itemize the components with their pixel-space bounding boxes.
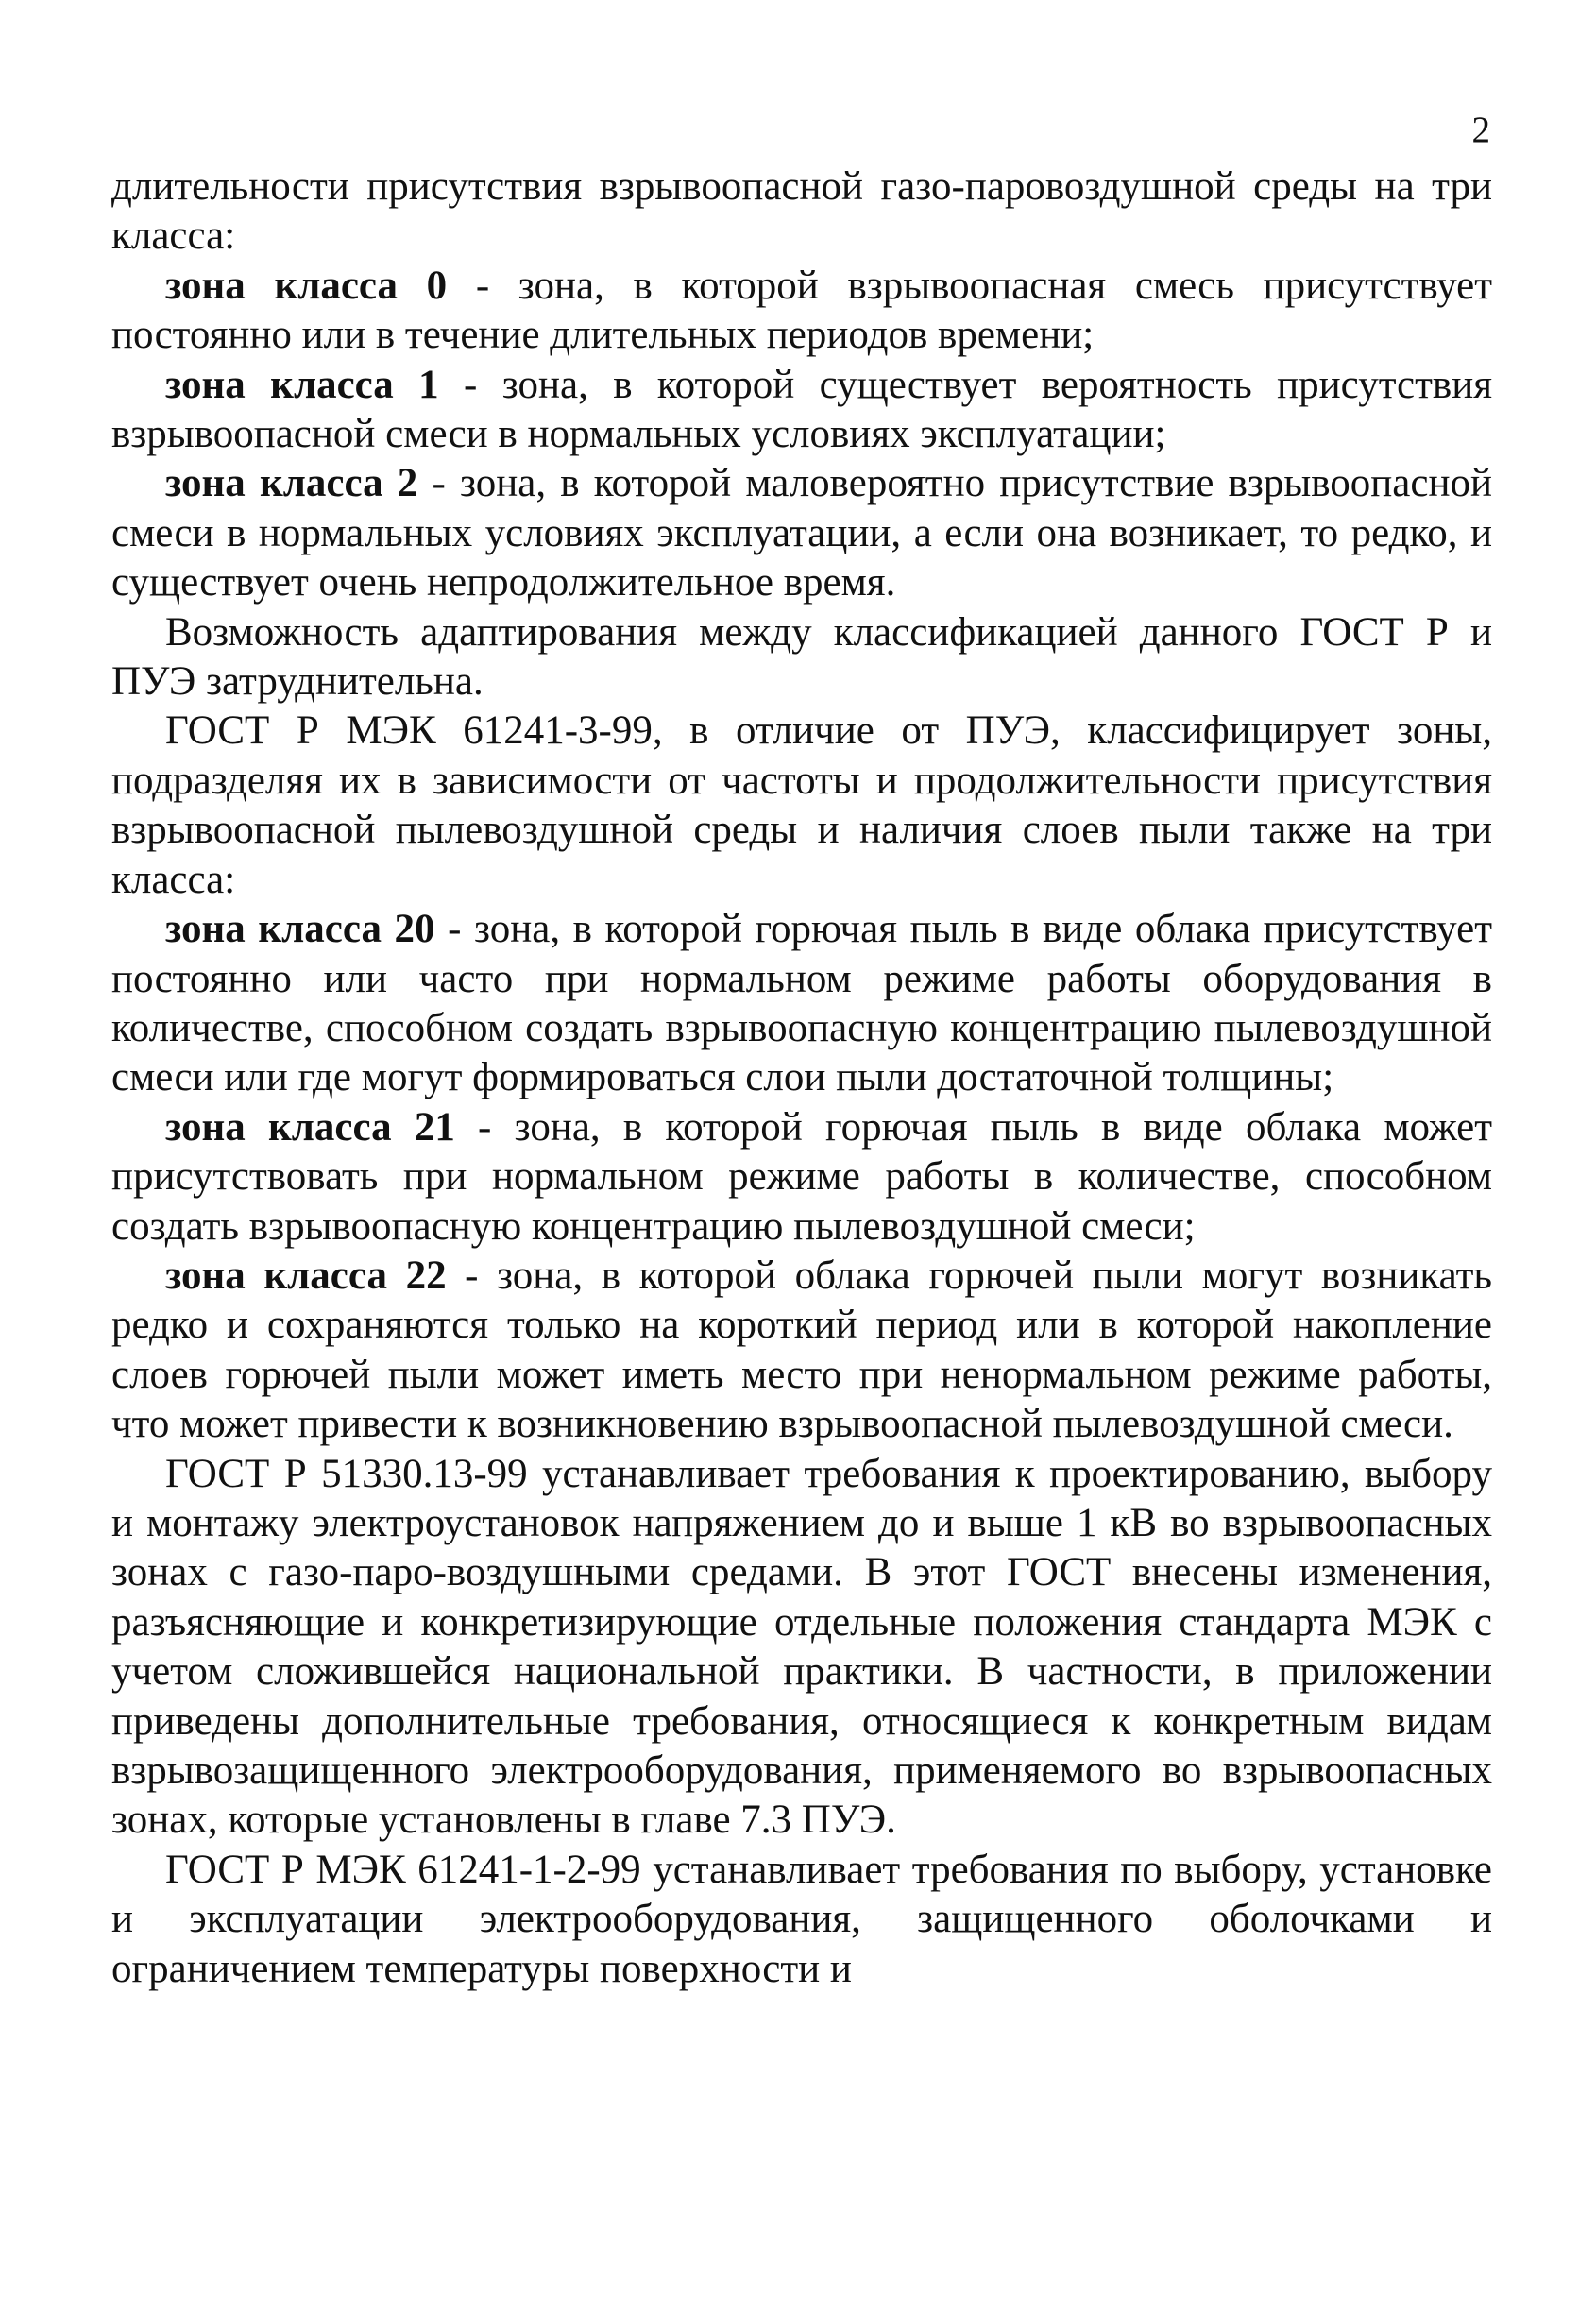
paragraph-text: ГОСТ Р 51330.13-99 устанавливает требования к проектированию, выбору и монтажу электроустановок напряжением до и выше 1 кВ во взрывоопасных зонах с газо-паро-воздушными средами. В этот ГОСТ внесены изменения, разъясняющие и конкретизирующие отдельные положения стандарта МЭК с учетом сложившейся национальной практики. В частности, в приложении приведены дополнительные требования, относящиеся к конкретным видам взрывозащищенного электрооборудования, применяемого во взрывоопасных зонах, которые установлены в главе 7.3 ПУЭ. xyxy=(111,1451,1492,1843)
zone-term: зона класса 21 xyxy=(165,1104,455,1150)
zone-definition: - зона, в которой горючая пыль в виде облака может присутствовать при нормальном режиме работы в количестве, способном создать взрывоопасную концентрацию пылевоздушной смеси; xyxy=(111,1104,1493,1249)
paragraph-gost-61241-3 xyxy=(111,707,1492,905)
paragraph-class-intro xyxy=(111,162,1492,262)
paragraph-zone-0 xyxy=(111,262,1492,361)
paragraph-gost-51330 xyxy=(111,1450,1492,1846)
zone-term: зона класса 20 xyxy=(165,907,435,952)
zone-term: зона класса 2 xyxy=(165,461,418,506)
paragraph-zone-1 xyxy=(111,361,1492,460)
zone-definition: - зона, в которой существует вероятность присутствия взрывоопасной смеси в нормальных условиях эксплуатации; xyxy=(111,362,1492,457)
paragraph-zone-2 xyxy=(111,459,1492,607)
page-number: 2 xyxy=(1471,110,1490,150)
zone-definition: - зона, в которой маловероятно присутствие взрывоопасной смеси в нормальных условиях эксплуатации, а если она возникает, то редко, и существует очень непродолжительное время. xyxy=(111,461,1492,605)
paragraph-zone-20 xyxy=(111,905,1492,1103)
zone-definition: - зона, в которой взрывоопасная смесь присутствует постоянно или в течение длительных периодов времени; xyxy=(111,263,1493,358)
paragraph-zone-22 xyxy=(111,1252,1492,1450)
zone-term: зона класса 0 xyxy=(165,263,448,308)
paragraph-text: длительности присутствия взрывоопасной газо-паровоздушной среды на три класса: xyxy=(111,164,1492,259)
paragraph-text: Возможность адаптирования между классификацией данного ГОСТ Р и ПУЭ затруднительна. xyxy=(111,609,1492,705)
paragraph-adaptation-note xyxy=(111,608,1492,707)
paragraph-text: ГОСТ Р МЭК 61241-3-99, в отличие от ПУЭ, классифицирует зоны, подразделяя их в зависимости от частоты и продолжительности присутствия взрывоопасной пылевоздушной среды и наличия слоев пыли также на три класса: xyxy=(111,708,1492,902)
zone-term: зона класса 1 xyxy=(165,362,439,407)
paragraph-zone-21 xyxy=(111,1103,1492,1252)
zone-definition: - зона, в которой облака горючей пыли могут возникать редко и сохраняются только на короткий период или в которой накопление слоев горючей пыли может иметь место при ненормальном режиме работы, что может привести к возникновению взрывоопасной пылевоздушной смеси. xyxy=(111,1253,1492,1447)
document-body xyxy=(111,162,1492,1994)
paragraph-gost-61241-1-2 xyxy=(111,1846,1492,1994)
zone-term: зона класса 22 xyxy=(165,1253,447,1298)
paragraph-text: ГОСТ Р МЭК 61241-1-2-99 устанавливает требования по выбору, установке и эксплуатации электрооборудования, защищенного оболочками и ограничением температуры поверхности и xyxy=(111,1847,1492,1991)
zone-definition: - зона, в которой горючая пыль в виде облака присутствует постоянно или часто при нормальном режиме работы оборудования в количестве, способном создать взрывоопасную концентрацию пылевоздушной смеси или где могут формироваться слои пыли достаточной толщины; xyxy=(111,907,1492,1100)
